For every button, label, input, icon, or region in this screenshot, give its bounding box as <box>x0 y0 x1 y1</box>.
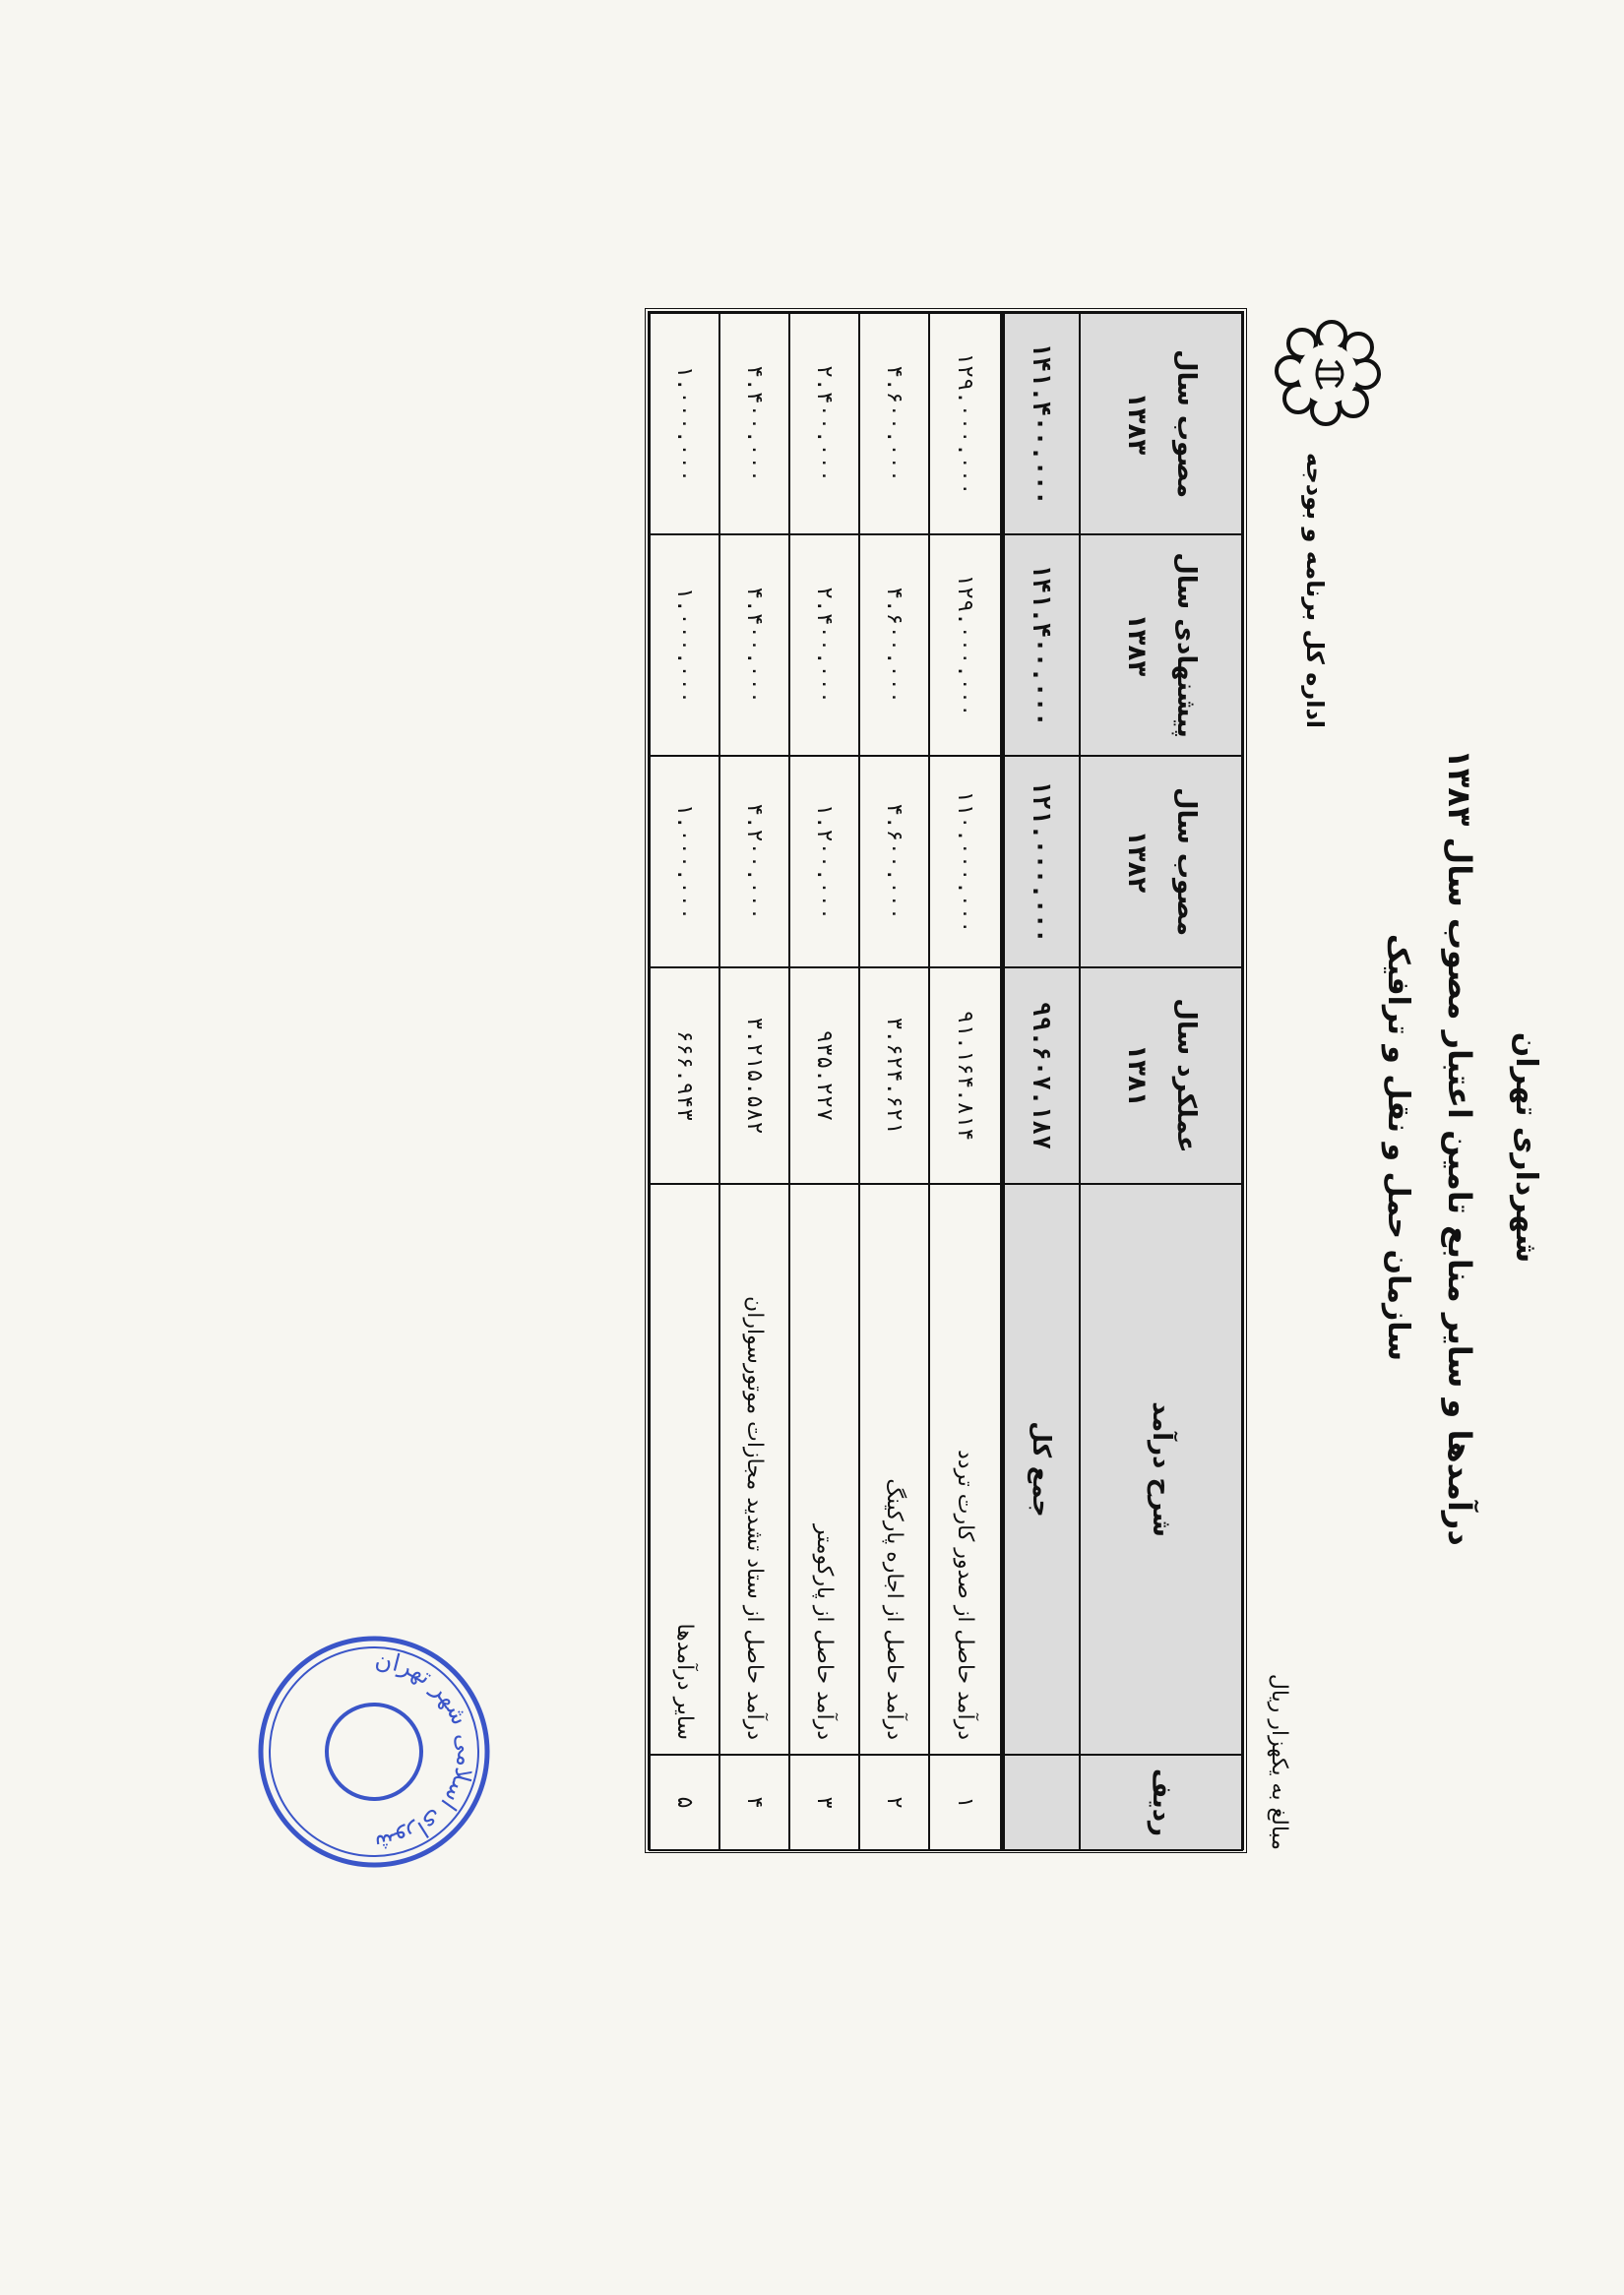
org-department-name: اداره کل برنامه و بودجه <box>1301 452 1329 728</box>
svg-text:شورای اسلامی شهر تهران <box>373 1646 479 1858</box>
row-description: درآمد حاصل از پارکومتر <box>789 1184 859 1755</box>
council-seal-stamp <box>251 1629 497 1875</box>
table-row <box>929 313 1003 1850</box>
row-approved-1382: ۴.۶۰۰.۰۰۰ <box>859 756 929 967</box>
row-approved-1383: ۴.۶۰۰.۰۰۰ <box>859 313 929 534</box>
row-no: ۵ <box>650 1755 719 1850</box>
row-no: ۳ <box>789 1755 859 1850</box>
header-approved-1382: مصوب سال ۱۳۸۲ <box>1080 756 1242 967</box>
table-row <box>789 313 859 1850</box>
row-description: درآمد حاصل از اجاره پارکینگ <box>859 1184 929 1755</box>
row-no: ۲ <box>859 1755 929 1850</box>
row-approved-1382: ۱۱۰.۰۰۰.۰۰۰ <box>929 756 1003 967</box>
unit-note: مبالغ به یکهزار ریال <box>1267 1673 1291 1850</box>
row-approved-1383: ۱.۰۰۰.۰۰۰ <box>650 313 719 534</box>
header-organization: سازمان حمل و نقل و ترافیک <box>1381 934 1415 1361</box>
row-approved-1383: ۴.۴۰۰.۰۰۰ <box>719 313 789 534</box>
table-header-row <box>1080 313 1242 1850</box>
row-actual-1381: ۹۳۵.۲۲۷ <box>789 967 859 1184</box>
header-row-no: ردیف <box>1080 1755 1242 1850</box>
row-proposed-1383: ۴.۴۰۰.۰۰۰ <box>719 534 789 756</box>
row-proposed-1383: ۱۲۹.۰۰۰.۰۰۰ <box>929 534 1003 756</box>
tehran-municipality-logo-icon <box>1275 320 1383 428</box>
header-description: شرح درآمد <box>1080 1184 1242 1755</box>
table-row <box>859 313 929 1850</box>
header-proposed-1383: پیشنهادی سال ۱۳۸۳ <box>1080 534 1242 756</box>
row-no: ۱ <box>929 1755 1003 1850</box>
row-proposed-1383: ۲.۴۰۰.۰۰۰ <box>789 534 859 756</box>
row-proposed-1383: ۱.۰۰۰.۰۰۰ <box>650 534 719 756</box>
row-actual-1381: ۹۱.۱۶۴.۸۱۴ <box>929 967 1003 1184</box>
stamp-text: شورای اسلامی شهر تهران <box>373 1645 480 1858</box>
table-row <box>650 313 719 1850</box>
row-approved-1382: ۱.۰۰۰.۰۰۰ <box>650 756 719 967</box>
row-actual-1381: ۳.۶۲۴.۶۲۱ <box>859 967 929 1184</box>
header-actual-1381: عملکرد سال ۱۳۸۱ <box>1080 967 1242 1184</box>
row-description: سایر درآمدها <box>650 1184 719 1755</box>
total-proposed-1383: ۱۴۱.۴۰۰.۰۰۰ <box>1003 534 1080 756</box>
row-approved-1382: ۴.۲۰۰.۰۰۰ <box>719 756 789 967</box>
row-approved-1382: ۱.۲۰۰.۰۰۰ <box>789 756 859 967</box>
table-row <box>719 313 789 1850</box>
header-document-title: درآمدها و سایر منابع تامین اعتبار مصوب سال ۱۳۸۳ <box>1441 749 1478 1546</box>
row-proposed-1383: ۴.۶۰۰.۰۰۰ <box>859 534 929 756</box>
budget-table-frame <box>645 308 1247 1853</box>
row-description: درآمد حاصل از صدور کارت تردد <box>929 1184 1003 1755</box>
row-approved-1383: ۱۲۹.۰۰۰.۰۰۰ <box>929 313 1003 534</box>
total-approved-1383: ۱۴۱.۴۰۰.۰۰۰ <box>1003 313 1080 534</box>
header-approved-1383: مصوب سال ۱۳۸۳ <box>1080 313 1242 534</box>
budget-table <box>649 312 1243 1851</box>
row-approved-1383: ۲.۴۰۰.۰۰۰ <box>789 313 859 534</box>
header-municipality: شهرداری تهران <box>1509 1031 1543 1264</box>
row-description: درآمد حاصل از ستاد تشدید مجازات موتورسواران <box>719 1184 789 1755</box>
row-actual-1381: ۳.۲۱۵.۵۸۲ <box>719 967 789 1184</box>
total-approved-1382: ۱۲۱.۰۰۰.۰۰۰ <box>1003 756 1080 967</box>
row-actual-1381: ۶۶۶.۹۴۳ <box>650 967 719 1184</box>
total-label: جمع کل <box>1003 1184 1080 1755</box>
total-actual-1381: ۹۹.۶۰۷.۱۸۷ <box>1003 967 1080 1184</box>
table-total-row <box>1003 313 1080 1850</box>
total-row-no <box>1003 1755 1080 1850</box>
row-no: ۴ <box>719 1755 789 1850</box>
